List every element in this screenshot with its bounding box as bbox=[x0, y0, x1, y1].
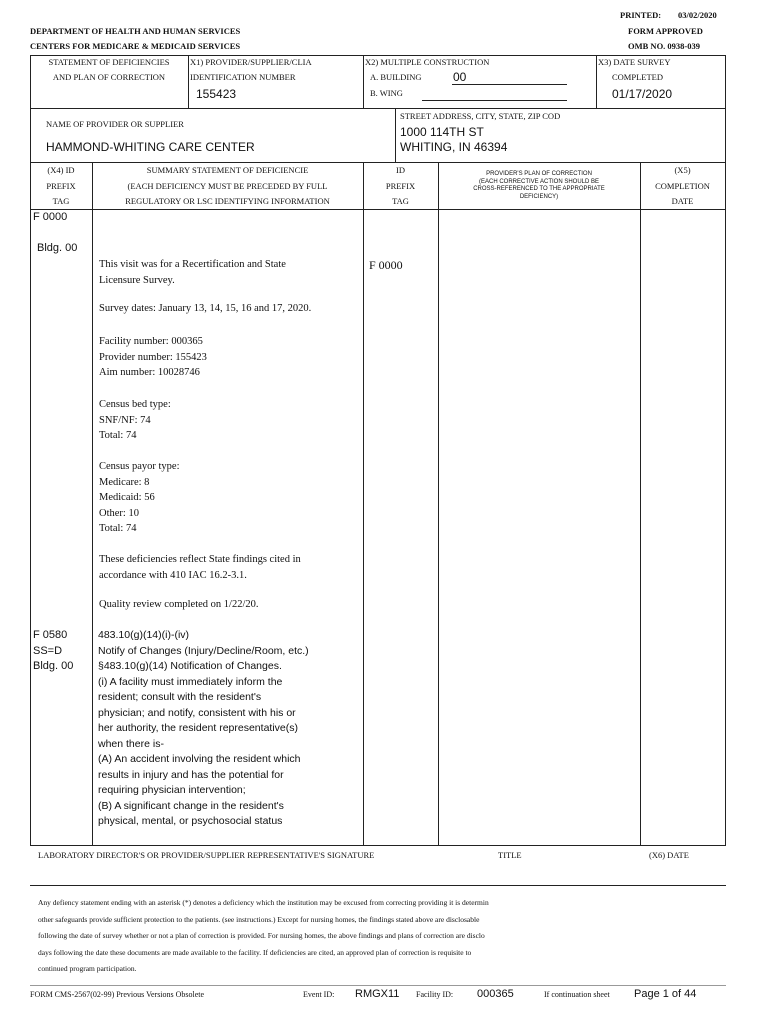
department-title: DEPARTMENT OF HEALTH AND HUMAN SERVICES bbox=[30, 26, 241, 36]
building-value: 00 bbox=[453, 70, 467, 84]
summary-header: SUMMARY STATEMENT OF DEFICIENCIE bbox=[146, 165, 309, 175]
plan-header-l4: DEFICIENCY) bbox=[519, 193, 559, 200]
summary-subheader-2: REGULATORY OR LSC IDENTIFYING INFORMATION bbox=[125, 196, 330, 206]
provider-name-label: NAME OF PROVIDER OR SUPPLIER bbox=[46, 119, 184, 129]
page-number: Page 1 of 44 bbox=[634, 988, 697, 1000]
provider-id-label: X1) PROVIDER/SUPPLIER/CLIA bbox=[190, 57, 312, 67]
event-id-label: Event ID: bbox=[303, 990, 335, 999]
visit-text: This visit was for a Recertification and State Licensure Survey. bbox=[99, 259, 286, 286]
plan-header-l3: CROSS-REFERENCED TO THE APPROPRIATE bbox=[473, 186, 605, 192]
address-line-1: 1000 114TH ST bbox=[400, 125, 484, 139]
identification-number-label: IDENTIFICATION NUMBER bbox=[190, 72, 296, 82]
x6-date-label: (X6) DATE bbox=[649, 850, 689, 860]
address-line-2: WHITING, IN 46394 bbox=[400, 140, 508, 154]
title-label: TITLE bbox=[498, 850, 522, 860]
tag-f0000: F 0000 bbox=[33, 211, 68, 223]
statement-label: STATEMENT OF DEFICIENCIES bbox=[48, 57, 170, 67]
regulation-text: 483.10(g)(14)(i)-(iv) Notify of Changes (Injury/Decline/Room, etc.) §483.10(g)(14) Notification of Changes. (i) A facility must immediately inform the resident; consult with the resident's physician; and notify, consistent with his or her authority, the resident representative(s) when there is- (A) An accident involving the resident which results in injury and has the potential for requiring physician intervention; (B) A significant change in the resident's physical, mental, or psychosocial status bbox=[98, 629, 309, 827]
id-tag-label: TAG bbox=[392, 196, 409, 206]
plan-header bbox=[440, 171, 638, 201]
form-approved: FORM APPROVED bbox=[628, 26, 703, 36]
quality-review: Quality review completed on 1/22/20. bbox=[99, 599, 259, 610]
x4-prefix-label: PREFIX bbox=[46, 181, 76, 191]
summary-subheader: (EACH DEFICIENCY MUST BE PRECEDED BY FULL bbox=[127, 181, 328, 191]
survey-dates: Survey dates: January 13, 14, 15, 16 and 17, 2020. bbox=[99, 303, 312, 314]
plan-of-correction-label: AND PLAN OF CORRECTION bbox=[52, 72, 166, 82]
date-survey-label: X3) DATE SURVEY bbox=[598, 57, 671, 67]
census-payor-type: Census payor type: Medicare: 8 Medicaid: 56 Other: 10 Total: 74 bbox=[99, 461, 180, 534]
x5-label: (X5) bbox=[674, 165, 691, 175]
x4-tag-label: TAG bbox=[52, 196, 70, 206]
facility-id-label: Facility ID: bbox=[416, 990, 454, 999]
date-label: DATE bbox=[671, 196, 694, 206]
continuation-label: If continuation sheet bbox=[544, 990, 610, 999]
multiple-construction-label: X2) MULTIPLE CONSTRUCTION bbox=[365, 57, 490, 67]
printed-date: 03/02/2020 bbox=[678, 10, 717, 20]
signature-label: LABORATORY DIRECTOR'S OR PROVIDER/SUPPLIER REPRESENTATIVE'S SIGNATURE bbox=[38, 850, 375, 860]
disclaimer-text: Any defiency statement ending with an asterisk (*) denotes a deficiency which the institution may be excused from correcting providing it is determin other safeguards provide sufficient protection to the patients. (see instructions.) Except for nursing homes, the findings stated above are disclosable following the date of survey whether or not a plan of correction is provided. For nursing homes, the above findings and plans of correction are disclo days following the date these documents are made available to the facility. If deficiencies are cited, an approved plan of correction is requisite to continued program participation. bbox=[38, 898, 489, 973]
plan-header-l1: PROVIDER'S PLAN OF CORRECTION bbox=[486, 171, 592, 177]
completed-label: COMPLETED bbox=[612, 72, 663, 82]
wing-label: B. WING bbox=[370, 88, 403, 98]
facility-numbers: Facility number: 000365 Provider number: 155423 Aim number: 10028746 bbox=[99, 336, 207, 378]
census-bed-type: Census bed type: SNF/NF: 74 Total: 74 bbox=[99, 399, 171, 441]
x4-id-label: (X4) ID bbox=[47, 165, 75, 175]
survey-completed-date: 01/17/2020 bbox=[612, 87, 673, 101]
bldg-00: Bldg. 00 bbox=[37, 242, 78, 254]
omb-number: OMB NO. 0938-039 bbox=[628, 41, 701, 51]
centers-title: CENTERS FOR MEDICARE & MEDICAID SERVICES bbox=[30, 41, 241, 51]
id-label: ID bbox=[396, 165, 405, 175]
printed-label: PRINTED: bbox=[620, 10, 662, 20]
completion-label: COMPLETION bbox=[655, 181, 710, 191]
tag-f0580-block: F 0580 SS=D Bldg. 00 bbox=[33, 629, 74, 672]
event-id-value: RMGX11 bbox=[355, 988, 400, 1000]
form-number: FORM CMS-2567(02-99) Previous Versions Obsolete bbox=[30, 990, 205, 999]
id-tag-f0000: F 0000 bbox=[369, 258, 403, 272]
id-prefix-label: PREFIX bbox=[385, 181, 416, 191]
provider-name-value: HAMMOND-WHITING CARE CENTER bbox=[46, 140, 255, 154]
facility-id-value: 000365 bbox=[477, 988, 514, 1000]
plan-header-l2: (EACH CORRECTIVE ACTION SHOULD BE bbox=[478, 178, 600, 185]
street-address-label: STREET ADDRESS, CITY, STATE, ZIP COD bbox=[400, 111, 561, 121]
building-label: A. BUILDING bbox=[370, 72, 422, 82]
deficiencies-text: These deficiencies reflect State findings cited in accordance with 410 IAC 16.2-3.1. bbox=[99, 554, 301, 581]
provider-id-value: 155423 bbox=[196, 87, 237, 101]
